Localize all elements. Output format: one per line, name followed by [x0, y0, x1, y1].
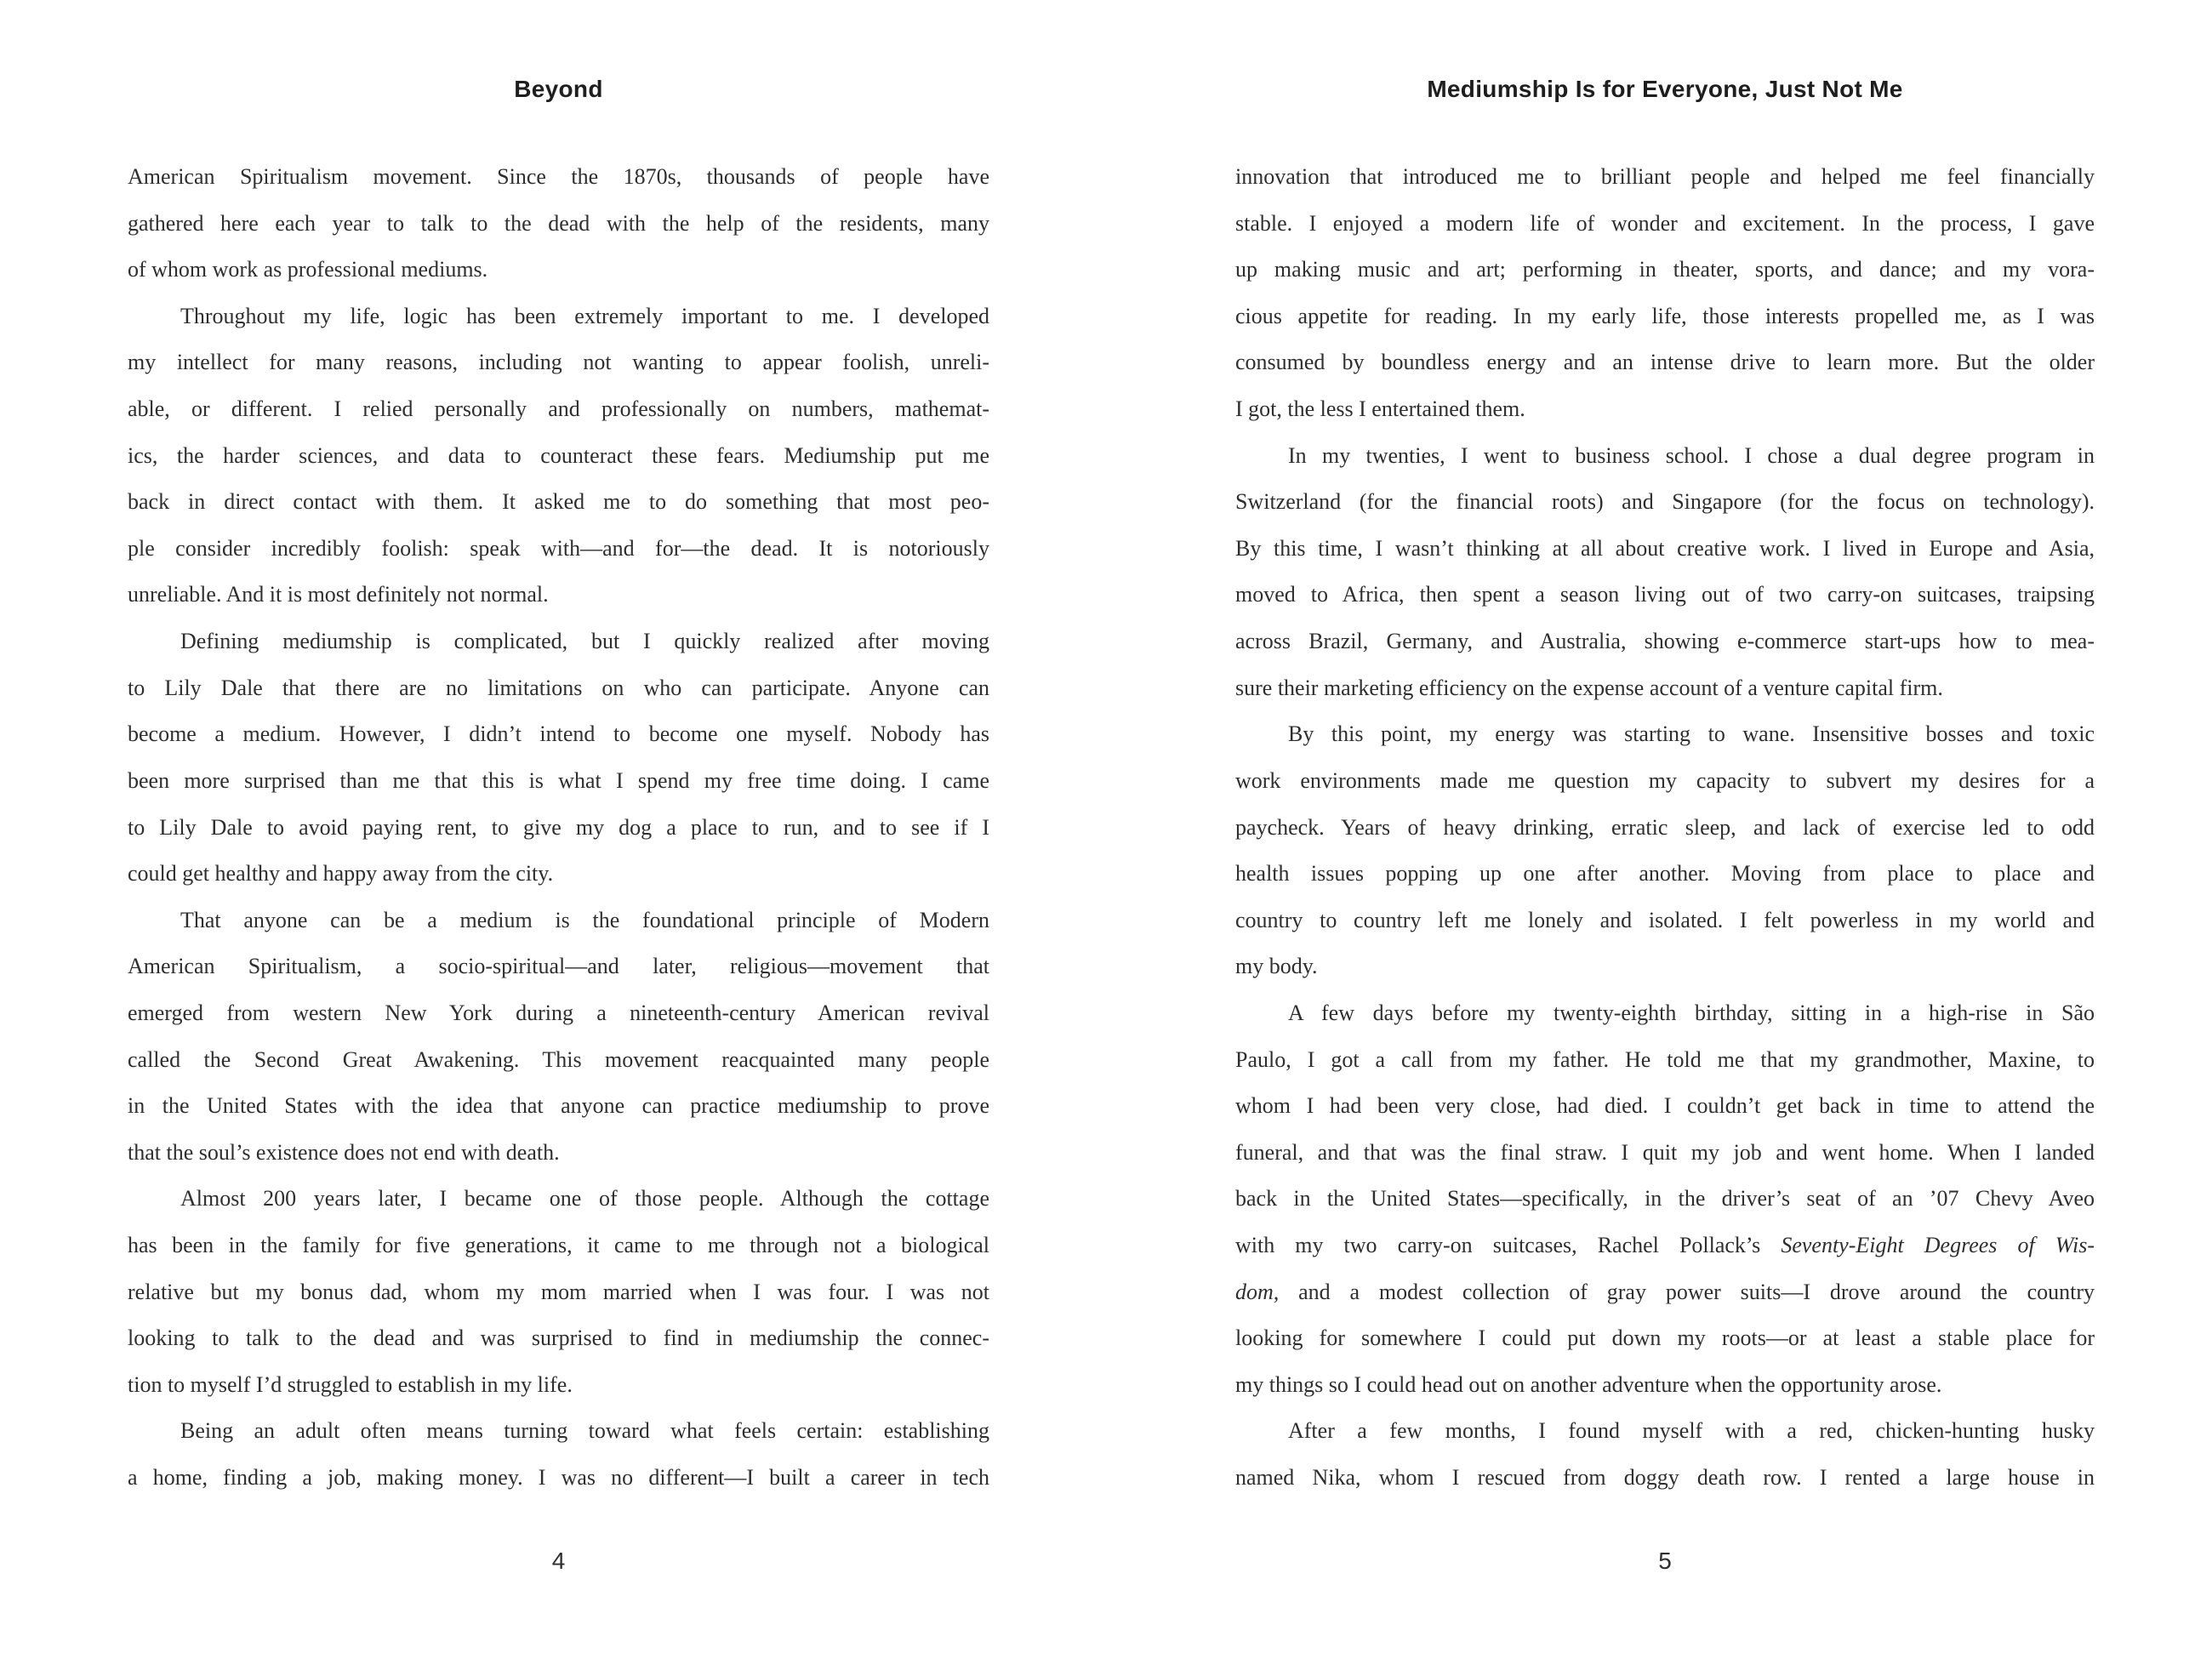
text-line [128, 1130, 989, 1177]
text-segment: up making music and art; performing in theater, sports, and dance; and my vora- [1235, 257, 2095, 282]
text-line [1235, 433, 2095, 480]
text-segment: of whom work as professional mediums. [128, 257, 488, 282]
text-line [128, 154, 989, 201]
text-segment: called the Second Great Awakening. This movement reacquainted many people [128, 1046, 989, 1072]
text-segment: and a modest collection of gray power suits—I drove around the country [1279, 1279, 2095, 1304]
text-line [1235, 386, 2095, 433]
text-segment: back in the United States—specifically, in the driver’s seat of an ’07 Chevy Aveo [1235, 1186, 2095, 1211]
page-left [128, 0, 989, 1659]
text-line [128, 944, 989, 990]
text-segment: in the United States with the idea that anyone can practice mediumship to prove [128, 1093, 989, 1119]
text-line [128, 294, 989, 340]
text-line [128, 1408, 989, 1455]
text-line [1235, 1037, 2095, 1084]
text-segment: unreliable. And it is most definitely not normal. [128, 582, 549, 607]
text-segment: sure their marketing efficiency on the expense account of a venture capital firm. [1235, 675, 1943, 700]
text-line [128, 386, 989, 433]
text-line [128, 1083, 989, 1130]
text-line [1235, 758, 2095, 805]
text-segment: stable. I enjoyed a modern life of wonder and excitement. In the process, I gave [1235, 210, 2095, 236]
text-line [1235, 479, 2095, 526]
text-line [128, 1176, 989, 1223]
text-segment: After a few months, I found myself with a red, chicken-hunting husky [1288, 1418, 2095, 1444]
text-line [1235, 851, 2095, 898]
text-line [1235, 1130, 2095, 1177]
text-segment: health issues popping up one after another. Moving from place to place and [1235, 861, 2095, 887]
text-segment: country to country left me lonely and isolated. I felt powerless in my world and [1235, 907, 2095, 932]
text-segment: relative but my bonus dad, whom my mom married when I was four. I was not [128, 1279, 989, 1304]
text-line [128, 990, 989, 1037]
text-segment: tion to myself I’d struggled to establish in my life. [128, 1371, 573, 1397]
text-segment: emerged from western New York during a nineteenth-century American revival [128, 1000, 989, 1025]
text-segment: been more surprised than me that this is what I spend my free time doing. I came [128, 767, 989, 793]
text-line [128, 1269, 989, 1316]
text-line [128, 339, 989, 386]
text-segment: I got, the less I entertained them. [1235, 396, 1525, 422]
text-segment: cious appetite for reading. In my early life, those interests propelled me, as I was [1235, 303, 2095, 328]
italic-text: Seventy-Eight Degrees of Wis- [1781, 1233, 2095, 1258]
text-segment: named Nika, whom I rescued from doggy death row. I rented a large house in [1235, 1465, 2095, 1491]
text-segment: has been in the family for five generations, it came to me through not a biological [128, 1233, 989, 1258]
text-segment: looking for somewhere I could put down my roots—or at least a stable place for [1235, 1325, 2095, 1351]
text-line [1235, 619, 2095, 665]
text-line [1235, 247, 2095, 294]
text-line [1235, 1408, 2095, 1455]
text-segment: In my twenties, I went to business school. I chose a dual degree program in [1288, 442, 2095, 468]
text-segment: moved to Africa, then spent a season living out of two carry-on suitcases, traipsing [1235, 582, 2095, 607]
text-segment: work environments made me question my capacity to subvert my desires for a [1235, 767, 2095, 793]
text-segment: whom I had been very close, had died. I couldn’t get back in time to attend the [1235, 1093, 2095, 1119]
text-line [1235, 294, 2095, 340]
text-segment: That anyone can be a medium is the foundational principle of Modern [180, 907, 989, 932]
text-line [128, 805, 989, 852]
text-segment: gathered here each year to talk to the dead with the help of the residents, many [128, 210, 989, 236]
text-line [1235, 154, 2095, 201]
text-line [1235, 1455, 2095, 1502]
text-line [1235, 201, 2095, 248]
text-segment: ple consider incredibly foolish: speak with—and for—the dead. It is notoriously [128, 535, 989, 561]
text-line [128, 1037, 989, 1084]
text-line [1235, 526, 2095, 573]
text-line [1235, 1176, 2095, 1223]
text-segment: Almost 200 years later, I became one of those people. Although the cottage [180, 1186, 989, 1211]
text-segment: my intellect for many reasons, including not wanting to appear foolish, unreli- [128, 350, 989, 375]
text-line [128, 665, 989, 712]
text-line [128, 619, 989, 665]
text-line [1235, 898, 2095, 944]
text-line [1235, 805, 2095, 852]
text-line [1235, 339, 2095, 386]
text-segment: to Lily Dale that there are no limitations on who can participate. Anyone can [128, 675, 989, 700]
text-segment: looking to talk to the dead and was surprised to find in mediumship the connec- [128, 1325, 989, 1351]
text-line [1235, 990, 2095, 1037]
text-line [128, 433, 989, 480]
text-line [1235, 572, 2095, 619]
text-line [1235, 1315, 2095, 1362]
text-segment: Paulo, I got a call from my father. He told me that my grandmother, Maxine, to [1235, 1046, 2095, 1072]
text-segment: consumed by boundless energy and an intense drive to learn more. But the older [1235, 350, 2095, 375]
text-segment: ics, the harder sciences, and data to counteract these fears. Mediumship put me [128, 442, 989, 468]
text-segment: Being an adult often means turning toward what feels certain: establishing [180, 1418, 989, 1444]
text-line [128, 1455, 989, 1502]
text-segment: Switzerland (for the financial roots) and Singapore (for the focus on technology). [1235, 489, 2095, 515]
text-line [1235, 665, 2095, 712]
text-segment: paycheck. Years of heavy drinking, erratic sleep, and lack of exercise led to odd [1235, 814, 2095, 840]
text-line [128, 1315, 989, 1362]
italic-text: dom, [1235, 1279, 1280, 1304]
running-head-right: Mediumship Is for Everyone, Just Not Me [1427, 76, 1903, 102]
text-segment: innovation that introduced me to brilliant people and helped me feel financially [1235, 164, 2095, 189]
text-line [1235, 1083, 2095, 1130]
text-segment: with my two carry-on suitcases, Rachel Pollack’s [1235, 1233, 1782, 1258]
text-segment: across Brazil, Germany, and Australia, showing e-commerce start-ups how to mea- [1235, 629, 2095, 654]
text-line [128, 898, 989, 944]
text-line [128, 479, 989, 526]
text-line [128, 247, 989, 294]
text-line [128, 1223, 989, 1269]
running-head-left: Beyond [514, 76, 603, 102]
text-line [1235, 1223, 2095, 1269]
text-segment: become a medium. However, I didn’t intend to become one myself. Nobody has [128, 721, 989, 747]
text-column-left [128, 154, 989, 1502]
text-segment: a home, finding a job, making money. I was no different—I built a career in tech [128, 1465, 989, 1491]
text-segment: my body. [1235, 954, 1318, 979]
text-line [128, 851, 989, 898]
text-segment: funeral, and that was the final straw. I quit my job and went home. When I landed [1235, 1139, 2095, 1165]
text-segment: back in direct contact with them. It asked me to do something that most peo- [128, 489, 989, 515]
text-line [128, 758, 989, 805]
text-line [1235, 1269, 2095, 1316]
text-line [1235, 711, 2095, 758]
page-number-left: 4 [551, 1548, 566, 1574]
text-segment: that the soul’s existence does not end with death. [128, 1139, 560, 1165]
text-segment: American Spiritualism, a socio-spiritual—and later, religious—movement that [128, 954, 989, 979]
text-segment: A few days before my twenty-eighth birthday, sitting in a high-rise in São [1288, 1000, 2095, 1025]
text-line [128, 711, 989, 758]
text-line [1235, 944, 2095, 990]
text-line [128, 1362, 989, 1409]
text-column-right [1235, 154, 2095, 1502]
text-segment: could get healthy and happy away from the city. [128, 861, 554, 887]
text-line [1235, 1362, 2095, 1409]
text-segment: to Lily Dale to avoid paying rent, to give my dog a place to run, and to see if I [128, 814, 989, 840]
text-segment: able, or different. I relied personally and professionally on numbers, mathemat- [128, 396, 989, 422]
text-segment: By this point, my energy was starting to wane. Insensitive bosses and toxic [1288, 721, 2095, 747]
text-line [128, 572, 989, 619]
page-number-right: 5 [1658, 1548, 1672, 1574]
text-line [128, 201, 989, 248]
text-segment: my things so I could head out on another adventure when the opportunity arose. [1235, 1371, 1942, 1397]
page-right [1235, 0, 2095, 1659]
text-line [128, 526, 989, 573]
text-segment: By this time, I wasn’t thinking at all about creative work. I lived in Europe and Asia, [1235, 535, 2095, 561]
text-segment: Throughout my life, logic has been extremely important to me. I developed [180, 303, 989, 328]
text-segment: American Spiritualism movement. Since the 1870s, thousands of people have [128, 164, 989, 189]
text-segment: Defining mediumship is complicated, but I quickly realized after moving [180, 629, 989, 654]
